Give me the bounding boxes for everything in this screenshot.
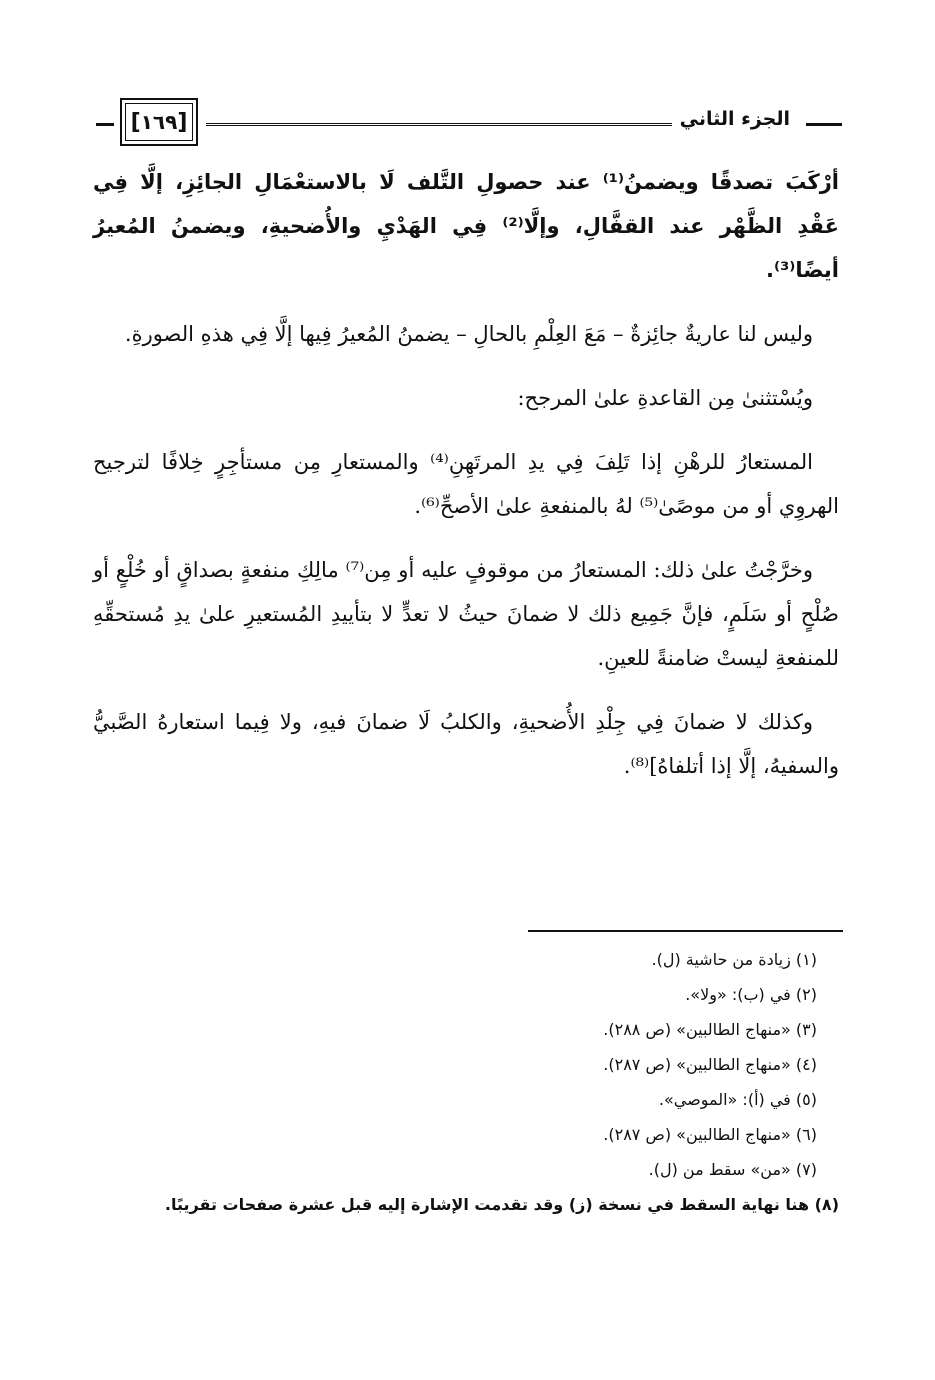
header-rule xyxy=(206,123,672,128)
header-dash-right xyxy=(806,123,842,126)
main-text xyxy=(93,160,839,808)
footnote-6: (٦) «منهاج الطالبين» (ص ٢٨٧). xyxy=(603,1125,817,1144)
paragraph-2: وليس لنا عاريةٌ جائِزةٌ – مَعَ العِلْمِ بالحالِ – يضمنُ المُعيرُ فِيها إلَّا فِي هذهِ الصورةِ. xyxy=(124,322,813,346)
footnote-2: (٢) في (ب): «ولا». xyxy=(685,985,817,1004)
footnote-separator xyxy=(528,930,843,932)
paragraph-3: ويُسْتثنىٰ مِن القاعدةِ علىٰ المرجح: xyxy=(517,386,813,410)
page-header xyxy=(96,96,842,154)
footnote-1: (١) زيادة من حاشية (ل). xyxy=(651,950,817,969)
running-title: الجزء الثاني xyxy=(679,108,790,130)
footnote-7: (٧) «من» سقط من (ل). xyxy=(648,1160,817,1179)
paragraph-1: أرْكَبَ تصدقًا ويضمنُ⁽¹⁾ عند حصولِ التَّلف لَا بالاستعْمَالِ الجائِزِ، إلَّا فِي عَقْدِ الظَّهْر عند القفَّالِ، وإلَّا⁽²⁾ فِي الهَدْيِ والأُضحيةِ، ويضمنُ المُعيرُ أيضًا⁽³⁾. xyxy=(93,170,839,282)
page-number: ١٦٩ xyxy=(140,110,178,134)
footnotes xyxy=(93,942,839,1222)
paragraph-6: وكذلك لا ضمانَ فِي جِلْدِ الأُضحيةِ، والكلبُ لَا ضمانَ فيهِ، ولا فِيما استعارهُ الصَّبيُّ والسفيهُ، إلَّا إذا أتلفاهُ]⁽⁸⁾. xyxy=(93,710,839,778)
footnote-5: (٥) في (أ): «الموصي». xyxy=(658,1090,817,1109)
footnote-8: (٨) هنا نهاية السقط في نسخة (ز) وقد تقدمت الإشارة إليه قبل عشرة صفحات تقريبًا. xyxy=(164,1195,839,1214)
page-number-box: [ ١٦٩ ] xyxy=(120,98,198,146)
paragraph-4: المستعارُ للرهْنِ إذا تَلِفَ فِي يدِ المرتَهِنِ⁽⁴⁾ والمستعارِ مِن مستأجِرٍ خِلافًا لترجيح الهروِي أو من موصًىٰ⁽⁵⁾ لهُ بالمنفعةِ علىٰ الأصحِّ⁽⁶⁾. xyxy=(93,450,839,518)
footnote-3: (٣) «منهاج الطالبين» (ص ٢٨٨). xyxy=(603,1020,817,1039)
paragraph-5: وخرَّجْتُ علىٰ ذلك: المستعارُ من موقوفٍ عليه أو مِن⁽⁷⁾ مالِكِ منفعةٍ بصداقٍ أو خُلْعٍ أو صُلْحٍ أو سَلَمٍ، فإنَّ جَمِيع ذلك لا ضمانَ حيثُ لا تعدٍّ لا بتأييدِ المُستعيرِ علىٰ يدِ مُستحقِّهِ للمنفعةِ ليستْ ضامنةً للعينِ. xyxy=(93,558,839,670)
header-dash-left xyxy=(96,123,114,126)
footnote-4: (٤) «منهاج الطالبين» (ص ٢٨٧). xyxy=(603,1055,817,1074)
